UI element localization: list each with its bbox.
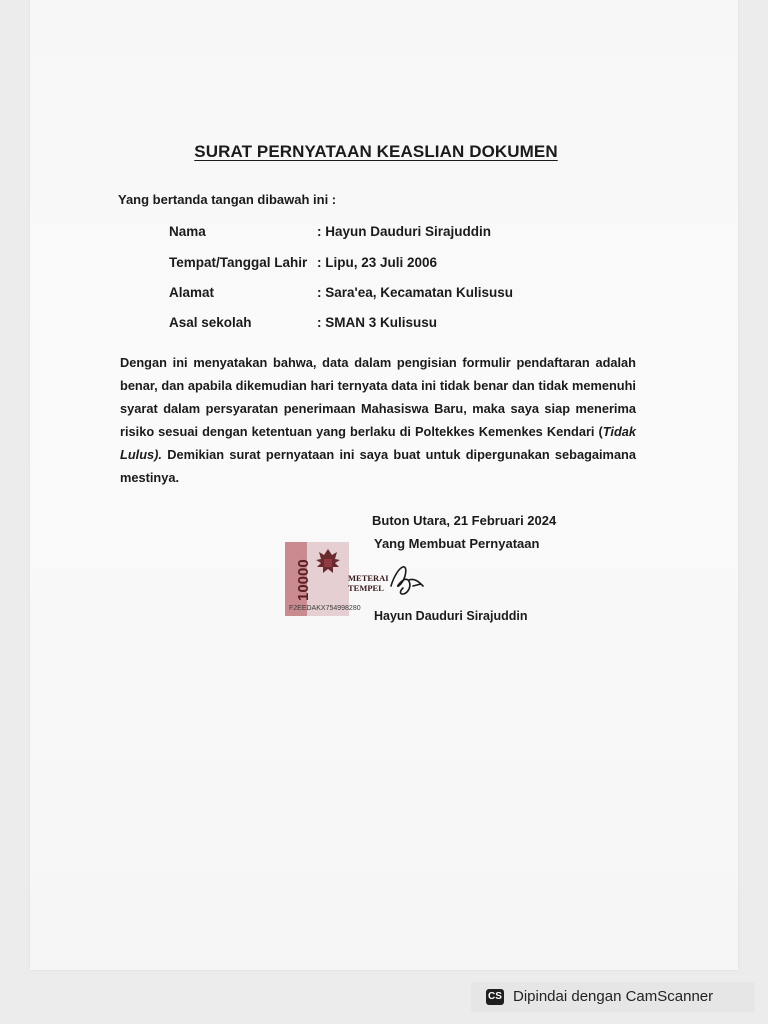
statement-text-italic: Tidak Lulus). <box>120 424 636 462</box>
meterai-stamp <box>285 539 389 619</box>
stamp-text-top: METERAI <box>348 573 389 583</box>
signer-name: Hayun Dauduri Sirajuddin <box>374 609 528 623</box>
field-label-school: Asal sekolah <box>169 315 252 330</box>
signature <box>383 556 429 602</box>
place-date: Buton Utara, 21 Februari 2024 <box>372 513 557 528</box>
field-label-address: Alamat <box>169 285 215 300</box>
scanner-watermark-text: Dipindai dengan CamScanner <box>513 988 714 1005</box>
field-value-school: : SMAN 3 Kulisusu <box>317 315 438 330</box>
statement-paragraph <box>120 351 636 489</box>
scanner-watermark <box>471 982 755 1012</box>
stamp-text-bottom: TEMPEL <box>348 583 384 593</box>
field-value-name: : Hayun Dauduri Sirajuddin <box>317 224 492 239</box>
statement-text-start: Dengan ini menyatakan bahwa, data dalam pengisian formulir pendaftaran adalah benar, dan apabila dikemudian hari ternyata data ini tidak benar dan tidak memenuhi syarat dalam persyaratan penerimaan Mahasiswa Baru, maka saya siap menerima risiko sesuai dengan ketentuan yang berlaku di Poltekkes Kemenkes Kendari ( <box>120 355 636 439</box>
intro-text: Yang bertanda tangan dibawah ini : <box>118 192 337 207</box>
stamp-serial: F2EEDAKX754998280 <box>289 605 361 612</box>
document-title: SURAT PERNYATAAN KEASLIAN DOKUMEN <box>194 142 558 161</box>
maker-label: Yang Membuat Pernyataan <box>374 536 540 551</box>
statement-text-end: Demikian surat pernyataan ini saya buat untuk dipergunakan sebagaimana mestinya. <box>120 447 636 485</box>
field-value-address: : Sara'ea, Kecamatan Kulisusu <box>317 285 514 300</box>
camscanner-icon: CS <box>486 989 504 1005</box>
field-label-birth: Tempat/Tanggal Lahir <box>169 255 308 270</box>
stamp-value: 10000 <box>295 559 312 601</box>
field-label-name: Nama <box>169 224 206 239</box>
signature-stroke <box>391 567 423 594</box>
field-value-birth: : Lipu, 23 Juli 2006 <box>317 255 438 270</box>
